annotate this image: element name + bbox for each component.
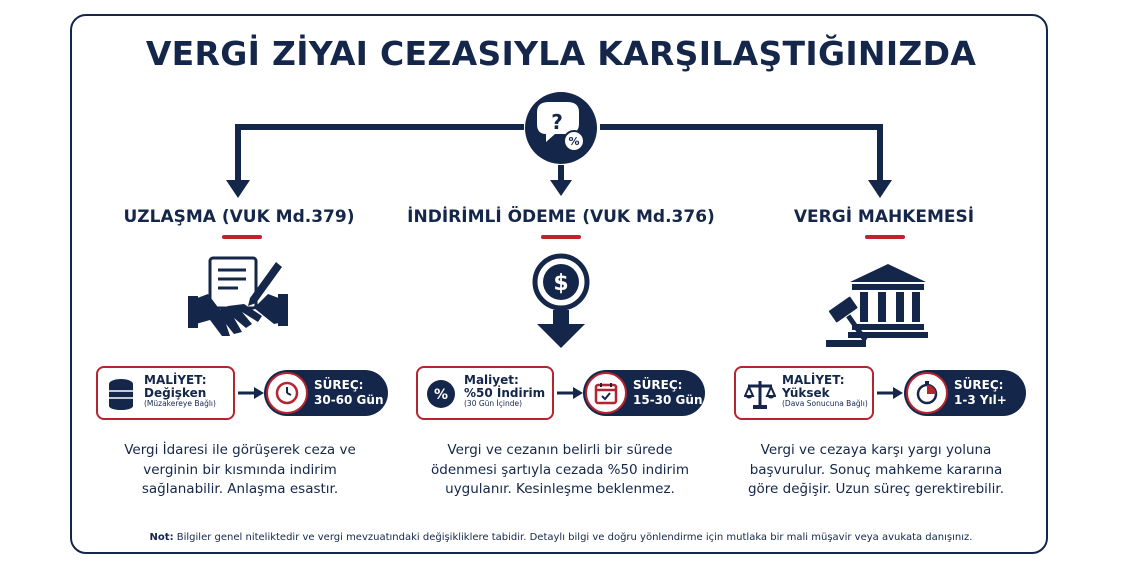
time-label: SÜREÇ:: [633, 378, 683, 392]
percent-badge-icon: [426, 378, 456, 410]
time-pill-indirimli-odeme: [583, 370, 705, 416]
cost-note: (Müzakereye Bağlı): [144, 399, 216, 409]
page-title: VERGİ ZİYAI CEZASIYLA KARŞILAŞTIĞINIZDA: [145, 34, 977, 73]
column-title-vergi-mahkemesi: VERGİ MAHKEMESİ: [793, 207, 975, 227]
cost-box-uzlasma: [96, 366, 235, 420]
time-value: 30-60 Gün: [314, 393, 384, 407]
cost-note: (30 Gün İçinde): [464, 399, 523, 409]
question-percent-speech-icon: [525, 92, 597, 164]
coins-stack-icon: [106, 378, 136, 410]
title-underline: [541, 235, 581, 239]
time-label: SÜREÇ:: [314, 378, 364, 392]
arrow-right-icon: [557, 386, 583, 400]
stopwatch-icon: [915, 381, 939, 405]
cost-box-vergi-mahkemesi: [734, 366, 874, 420]
arrow-right-icon: [877, 386, 903, 400]
calendar-check-icon: [594, 381, 618, 405]
title-underline: [865, 235, 905, 239]
right-arrowhead: [868, 180, 892, 198]
scales-icon: [744, 378, 776, 410]
description-vergi-mahkemesi: Vergi ve cezaya karşı yargı yoluna başvurulur. Sonuç mahkeme kararına göre değişir. Uzun süreç gerektirebilir.: [747, 442, 1005, 498]
svg-text:%: %: [568, 135, 580, 148]
dollar-down-arrow-icon: [527, 252, 595, 350]
column-title-indirimli-odeme: İNDİRİMLİ ÖDEME (VUK Md.376): [407, 207, 715, 227]
left-arrowhead: [226, 180, 250, 198]
title-underline: [222, 235, 262, 239]
cost-value: Yüksek: [782, 385, 830, 400]
footer-note: [0, 532, 1122, 543]
time-pill-vergi-mahkemesi: [904, 370, 1026, 416]
cost-note: (Dava Sonucuna Bağlı): [782, 399, 868, 409]
right-connector-line: [600, 127, 880, 182]
cost-value: %50 İndirim: [464, 385, 546, 400]
handshake-document-icon: [188, 254, 288, 346]
left-connector-line: [238, 127, 524, 182]
svg-text:$: $: [553, 271, 569, 296]
cost-value: Değişken: [144, 385, 207, 400]
svg-text:%: %: [433, 387, 449, 403]
cost-label: MALİYET:: [782, 373, 845, 387]
clock-icon: [275, 381, 299, 405]
column-title-uzlasma: UZLAŞMA (VUK Md.379): [123, 207, 355, 227]
note-text: Bilgiler genel niteliktedir ve vergi mevzuatındaki değişikliklere tabidir. Detaylı bilgi ve doğru yönlendirme için mutlaka bir mali müşavir veya avukata danışınız.: [176, 532, 973, 543]
time-value: 1-3 Yıl+: [954, 393, 1007, 407]
svg-text:?: ?: [551, 110, 563, 134]
time-pill-uzlasma: [264, 370, 388, 416]
cost-box-indirimli-odeme: [416, 366, 554, 420]
time-value: 15-30 Gün: [633, 393, 703, 407]
center-arrowhead: [550, 180, 572, 196]
cost-label: MALİYET:: [144, 373, 207, 387]
note-label: Not:: [149, 532, 174, 543]
time-label: SÜREÇ:: [954, 378, 1004, 392]
description-indirimli-odeme: Vergi ve cezanın belirli bir sürede ödenmesi şartıyla cezada %50 indirim uygulanır. Kesinleşme beklenmez.: [430, 442, 690, 498]
description-uzlasma: Vergi İdaresi ile görüşerek ceza ve verginin bir kısmında indirim sağlanabilir. Anlaşma esastır.: [124, 442, 356, 498]
courthouse-gavel-icon: [826, 262, 928, 348]
arrow-right-icon: [238, 386, 264, 400]
cost-label: Maliyet:: [464, 373, 519, 387]
